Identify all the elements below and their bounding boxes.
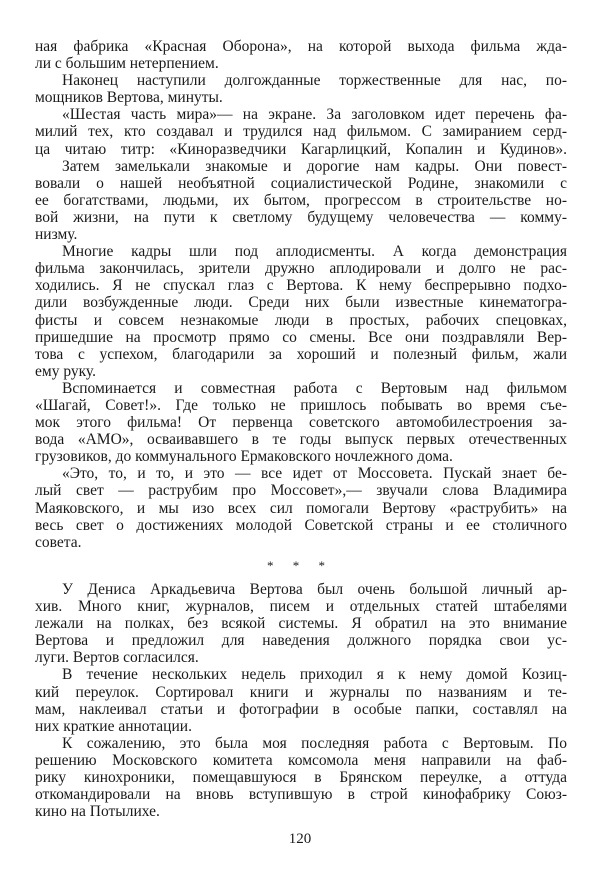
text-line: милий тех, кто создавал и трудился над фильмом. С замиранием серд- [35,123,567,141]
paragraph [35,38,567,72]
text-line: решению Московского комитета комсомола меня направили на фаб- [35,751,567,769]
paragraph [35,106,567,157]
text-line: совета. [35,533,82,551]
paragraph [35,735,567,820]
text-line: ца читаю титр: «Киноразведчики Кагарлицкий, Копалин и Кудинов». [35,140,567,158]
text-line: Многие кадры шли под аплодисменты. А когда демонстрация [62,243,567,261]
text-line: «Шагай, Совет!». Где только не пришлось побывать во время съе- [35,396,567,414]
paragraph [35,72,567,106]
text-line: «Шестая часть мира»— на экране. За заголовком идет перечень фа- [62,106,567,124]
text-line: мок этого фильма! От первенца советского автомобилестроения за- [35,414,567,432]
text-line: них краткие аннотации. [35,717,192,735]
text-line: лежали на полках, без всякой системы. Я обратил на это внимание [35,615,567,633]
text-line: грузовиков, до коммунального Ермаковского ночлежного дома. [35,448,453,466]
text-line: мам, наклеивал статьи и фотографии в особые папки, составлял на [35,700,567,718]
text-section-1 [35,38,567,551]
text-line: мощников Вертова, минуты. [35,89,223,107]
text-line: У Дениса Аркадьевича Вертова был очень большой личный ар- [62,581,567,598]
text-line: вода «АМО», осваивавшего в те годы выпуск первых отечественных [35,431,567,449]
text-line: пришедшие на просмотр прямо со смены. Все они поздравляли Вер- [35,328,567,346]
paragraph [35,158,567,243]
section-separator: * * * [267,558,333,573]
text-line: Затем замелькали знакомые и дорогие нам кадры. Они повест- [62,157,567,175]
text-line: откомандировали на вновь вступившую в строй кинофабрику Союз- [35,786,567,804]
text-line: лый свет — раструбим про Моссовет»,— звучали слова Владимира [35,482,567,500]
text-line: Маяковского, и мы изо всех сил помогали Вертову «раструбить» на [35,499,567,517]
text-line: Вертова и предложил для наведения должного порядка свои ус- [35,632,567,650]
text-line: ему руку. [35,362,96,380]
text-line: весь свет о достижениях молодой Советской страны и ее столичного [35,516,567,534]
paragraph [35,380,567,465]
text-line: хив. Много книг, журналов, писем и отдельных статей штабелями [35,598,567,616]
text-line: рику кинохроники, помещавшуюся в Брянском переулке, а оттуда [35,769,567,787]
page-number: 120 [288,831,312,847]
paragraph [35,666,567,734]
paragraph [35,465,567,550]
text-line: това с успехом, благодарили за хороший и полезный фильм, жали [35,345,567,363]
text-line: Вспоминается и совместная работа с Вертовым над фильмом [62,379,567,397]
paragraph [35,581,567,666]
text-line: ходились. Я не спускал глаз с Вертова. К нему беспрерывно подхо- [35,277,567,295]
text-line: дили возбужденные люди. Среди них были известные кинематогра- [35,294,567,312]
text-line: луги. Вертов согласился. [35,649,199,667]
paragraph [35,243,567,380]
text-line: вовали о нашей необъятной социалистической Родине, знакомили с [35,174,567,192]
text-line: кий переулок. Сортировал книги и журналы по названиям и те- [35,683,567,701]
text-line: ли с большим нетерпением. [35,55,219,73]
text-line: низму. [35,226,78,244]
text-line: ее богатствами, людьми, их бытом, прогрессом в строительстве но- [35,191,567,209]
text-line: фисты и совсем незнакомые люди в простых, рабочих спецовках, [35,311,567,329]
text-line: ная фабрика «Красная Оборона», на которой выхода фильма жда- [35,38,567,55]
text-line: вой жизни, на пути к светлому будущему человечества — комму- [35,208,567,226]
text-line: Наконец наступили долгожданные торжественные для нас, по- [62,72,567,90]
text-section-2 [35,581,567,820]
text-line: кино на Потылихе. [35,803,160,821]
text-line: К сожалению, это была моя последняя работа с Вертовым. По [62,734,567,752]
text-line: «Это, то, и то, и это — все идет от Моссовета. Пускай знает бе- [62,465,567,483]
text-line: В течение нескольких недель приходил я к нему домой Козиц- [62,666,567,684]
text-line: фильма закончилась, зрители дружно аплодировали и долго не рас- [35,260,567,278]
